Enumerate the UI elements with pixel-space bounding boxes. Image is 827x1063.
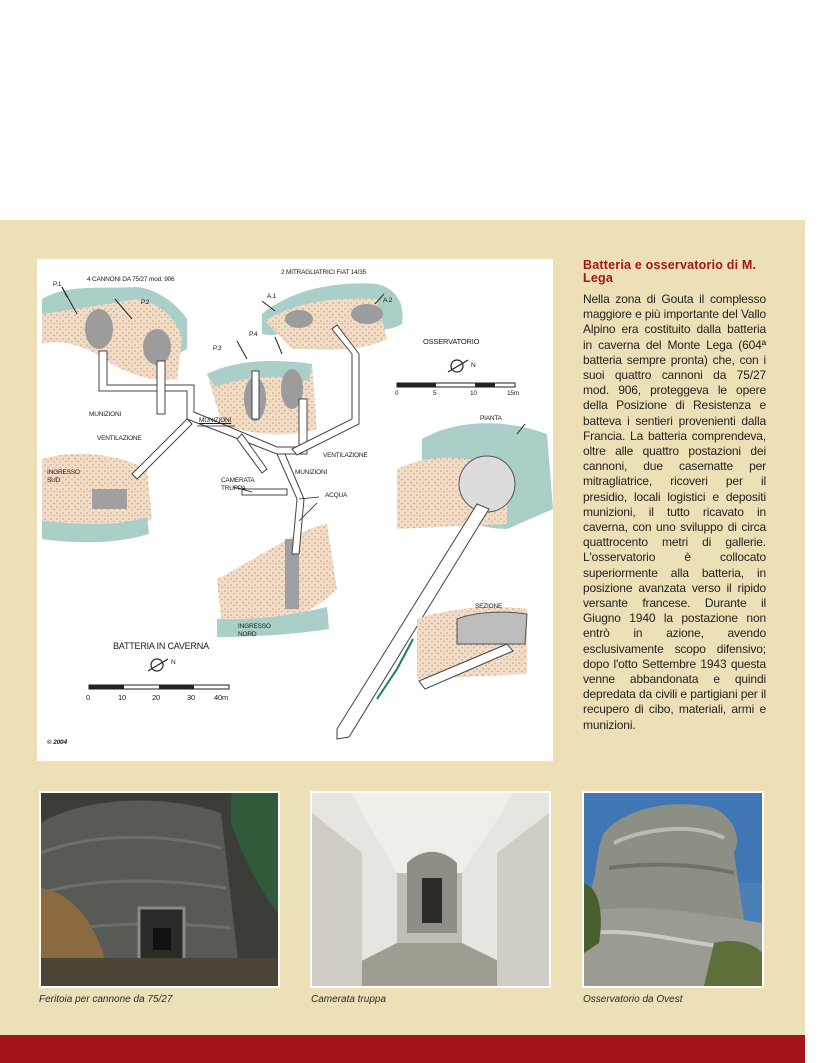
article-body: Nella zona di Gouta il complesso maggiore e più importante del Vallo Alpino era costituito dalla batteria in caverna del Monte Lega (604ª batteria sempre pronta) che, con i suoi quattro cannoni da 75/27 mod. 906, proteggeva le opere della Posizione di Resistenza e batteva i sentieri provenienti dalla Francia. La batteria comprendeva, oltre alle quattro postazioni dei cannoni, due casematte per mitragliatrice, ricoveri per il presidio, locali logistici e depositi munizioni, il tutto ricavato in caverna, con uno sviluppo di circa quattrocento metri di gallerie. L'osservatorio è collocato superiormente alla batteria, in posizione avanzata verso il ripido versante francese. Durante il Giugno 1940 la postazione non entrò in azione, avendo esclusivamente scopo difensivo; dopo l'otto Settembre 1943 questa venne abbandonata e quindi depredata da civili e partigiani per il recupero di cibo, materiali, armi e munizioni.	[583, 292, 766, 732]
right-margin	[805, 0, 827, 1035]
mg-emplacement-a2	[351, 304, 383, 324]
photo-feritoia	[39, 791, 280, 988]
label-ventilazione-1: VENTILAZIONE	[97, 435, 142, 442]
mg-emplacement-a1	[285, 310, 313, 328]
observatory-section	[457, 612, 527, 644]
photo-feritoia-image	[41, 793, 278, 986]
photo-camerata-image	[312, 793, 549, 986]
north-arrow-small	[448, 360, 468, 372]
scale-small-10: 10	[470, 390, 477, 397]
scale-large-20: 20	[152, 693, 160, 702]
scale-small-0: 0	[395, 390, 399, 397]
label-munizioni-2: MUNIZIONI	[199, 417, 232, 424]
label-camerata: CAMERATA TRUPPA	[221, 477, 255, 492]
label-pianta: PIANTA	[480, 415, 502, 422]
north-label-large: N	[171, 659, 176, 666]
observatory-plan	[459, 456, 515, 512]
battery-plan-map	[37, 259, 553, 761]
label-munizioni-3: MUNIZIONI	[295, 469, 328, 476]
footer-bar	[0, 1035, 805, 1063]
label-osservatorio: OSSERVATORIO	[423, 337, 480, 346]
author-signature: © 2004	[47, 739, 67, 746]
article	[583, 259, 766, 733]
label-a1: A.1	[267, 293, 277, 300]
scale-bar-large	[89, 685, 229, 689]
ingresso-sud-structure	[92, 489, 127, 509]
label-ventilazione-2: VENTILAZIONE	[323, 452, 368, 459]
label-acqua: ACQUA	[325, 492, 348, 499]
label-ingresso-nord: INGRESSO NORD	[238, 623, 271, 638]
scale-bar-small	[397, 383, 515, 387]
north-label-small: N	[471, 362, 476, 369]
caption-camerata: Camerata truppa	[311, 994, 387, 1005]
plan-drawing	[37, 259, 553, 761]
top-blank-area	[0, 0, 805, 220]
label-p1: P.1	[53, 281, 62, 288]
scale-small-15: 15m	[507, 390, 520, 397]
label-ingresso-sud: INGRESSO SUD	[47, 469, 80, 484]
scale-small-5: 5	[433, 390, 437, 397]
label-munizioni-1: MUNIZIONI	[89, 411, 122, 418]
caption-feritoia: Feritoia per cannone da 75/27	[39, 994, 173, 1005]
label-p3: P.3	[213, 345, 222, 352]
label-a2: A.2	[383, 297, 393, 304]
north-arrow-large	[148, 659, 168, 671]
label-p4: P.4	[249, 331, 258, 338]
caption-osservatorio: Osservatorio da Ovest	[583, 994, 683, 1005]
label-batteria: BATTERIA IN CAVERNA	[113, 641, 209, 651]
label-cannons: 4 CANNONI DA 75/27 mod. 906	[87, 276, 175, 283]
photo-osservatorio-image	[584, 793, 762, 986]
gun-emplacement-p1	[85, 309, 113, 349]
scale-large-0: 0	[86, 693, 90, 702]
article-title: Batteria e osservatorio di M. Lega	[583, 258, 757, 285]
photo-osservatorio	[582, 791, 764, 988]
scale-large-10: 10	[118, 693, 126, 702]
scale-large-40: 40m	[214, 693, 228, 702]
gun-emplacement-p2	[143, 329, 171, 365]
scale-large-30: 30	[187, 693, 195, 702]
label-mg: 2 MITRAGLIATRICI FIAT 14/35	[281, 269, 366, 276]
photo-camerata	[310, 791, 551, 988]
label-p2: P.2	[141, 299, 150, 306]
label-sezione: SEZIONE	[475, 603, 503, 610]
